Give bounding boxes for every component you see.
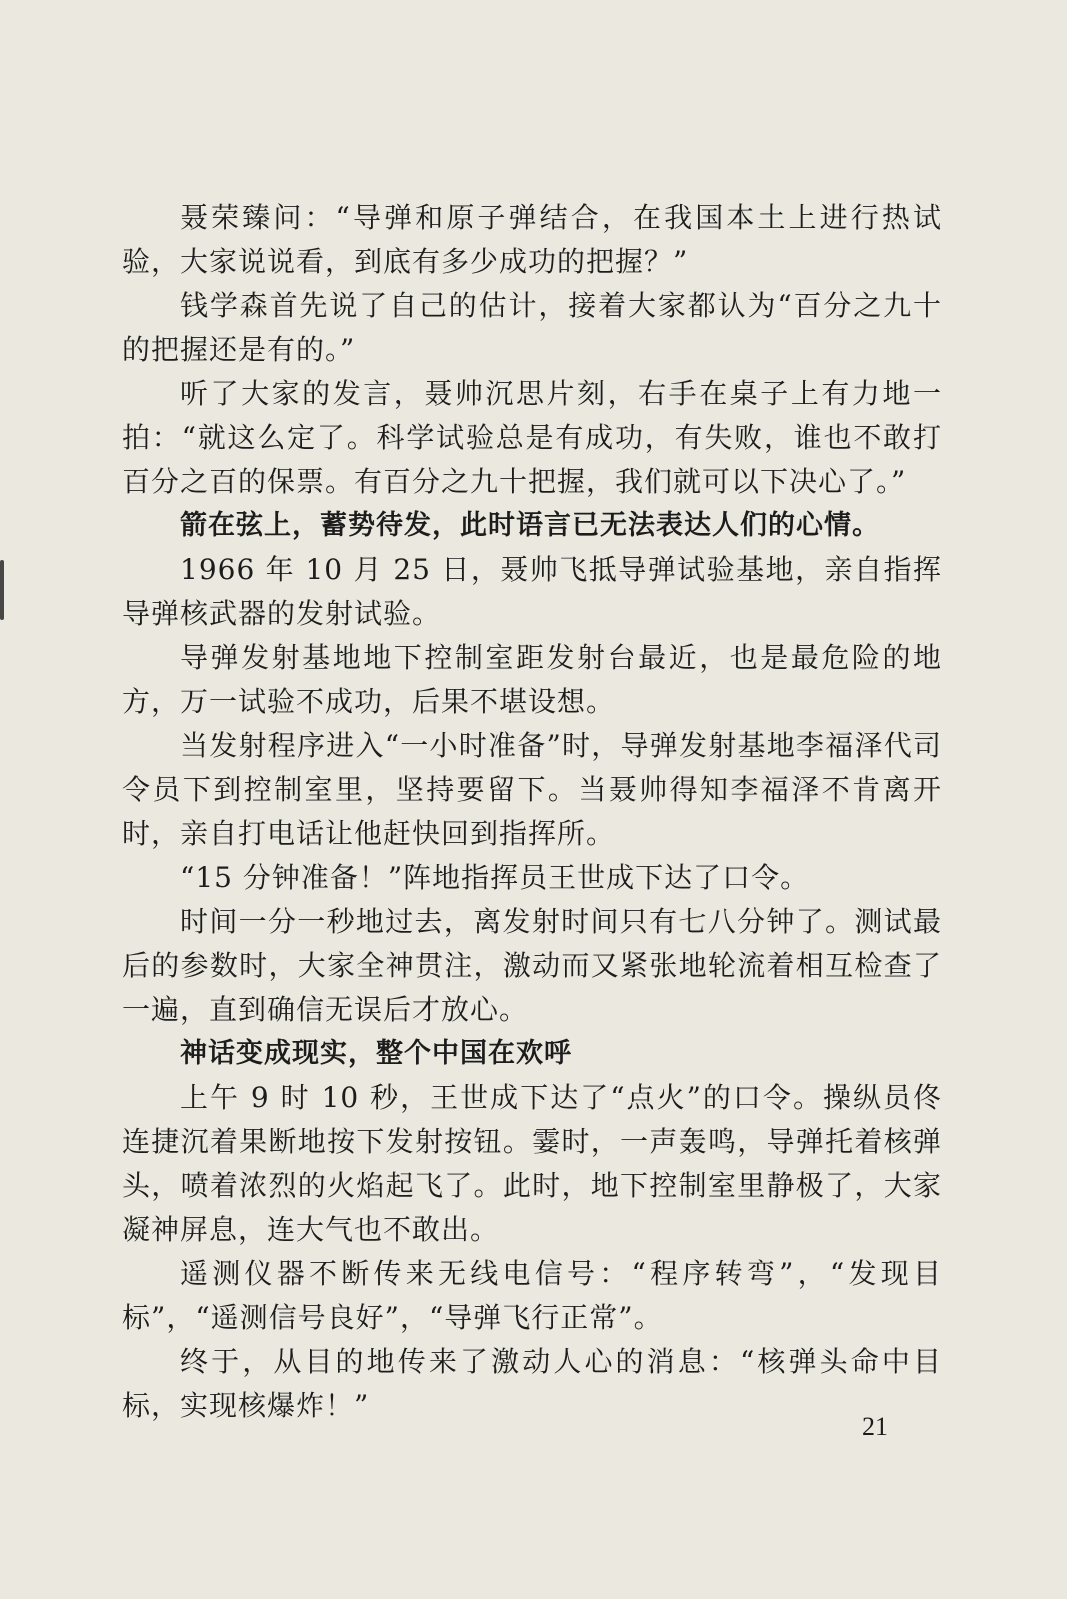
section-subheading: 箭在弦上，蓄势待发，此时语言已无法表达人们的心情。 bbox=[180, 510, 880, 541]
paragraph: 聂荣臻问：“导弹和原子弹结合，在我国本土上进行热试验，大家说说看，到底有多少成功的把握？” bbox=[122, 201, 942, 278]
paragraph: 当发射程序进入“一小时准备”时，导弹发射基地李福泽代司令员下到控制室里，坚持要留下。当聂帅得知李福泽不肯离开时，亲自打电话让他赶快回到指挥所。 bbox=[122, 729, 942, 850]
scan-edge-mark bbox=[0, 560, 4, 620]
paragraph: 终于，从目的地传来了激动人心的消息：“核弹头命中目标，实现核爆炸！” bbox=[122, 1345, 942, 1422]
paragraph: 听了大家的发言，聂帅沉思片刻，右手在桌子上有力地一拍：“就这么定了。科学试验总是有成功，有失败，谁也不敢打百分之百的保票。有百分之九十把握，我们就可以下决心了。” bbox=[122, 377, 942, 498]
paragraph: 导弹发射基地地下控制室距发射台最近，也是最危险的地方，万一试验不成功，后果不堪设想。 bbox=[122, 641, 942, 718]
paragraph: 上午 9 时 10 秒，王世成下达了“点火”的口令。操纵员佟连捷沉着果断地按下发射按钮。霎时，一声轰鸣，导弹托着核弹头，喷着浓烈的火焰起飞了。此时，地下控制室里静极了，大家凝神屏息，连大气也不敢出。 bbox=[122, 1081, 942, 1246]
paragraph: “15 分钟准备！”阵地指挥员王世成下达了口令。 bbox=[180, 861, 810, 894]
paragraph: 1966 年 10 月 25 日，聂帅飞抵导弹试验基地，亲自指挥导弹核武器的发射试验。 bbox=[122, 553, 942, 630]
paragraph: 遥测仪器不断传来无线电信号：“程序转弯”，“发现目标”，“遥测信号良好”，“导弹飞行正常”。 bbox=[122, 1257, 942, 1334]
section-subheading: 神话变成现实，整个中国在欢呼 bbox=[180, 1038, 572, 1069]
paragraph: 时间一分一秒地过去，离发射时间只有七八分钟了。测试最后的参数时，大家全神贯注，激动而又紧张地轮流着相互检查了一遍，直到确信无误后才放心。 bbox=[122, 905, 942, 1026]
body-text bbox=[122, 196, 942, 1428]
page-number: 21 bbox=[862, 1412, 888, 1441]
paragraph: 钱学森首先说了自己的估计，接着大家都认为“百分之九十的把握还是有的。” bbox=[122, 289, 942, 366]
